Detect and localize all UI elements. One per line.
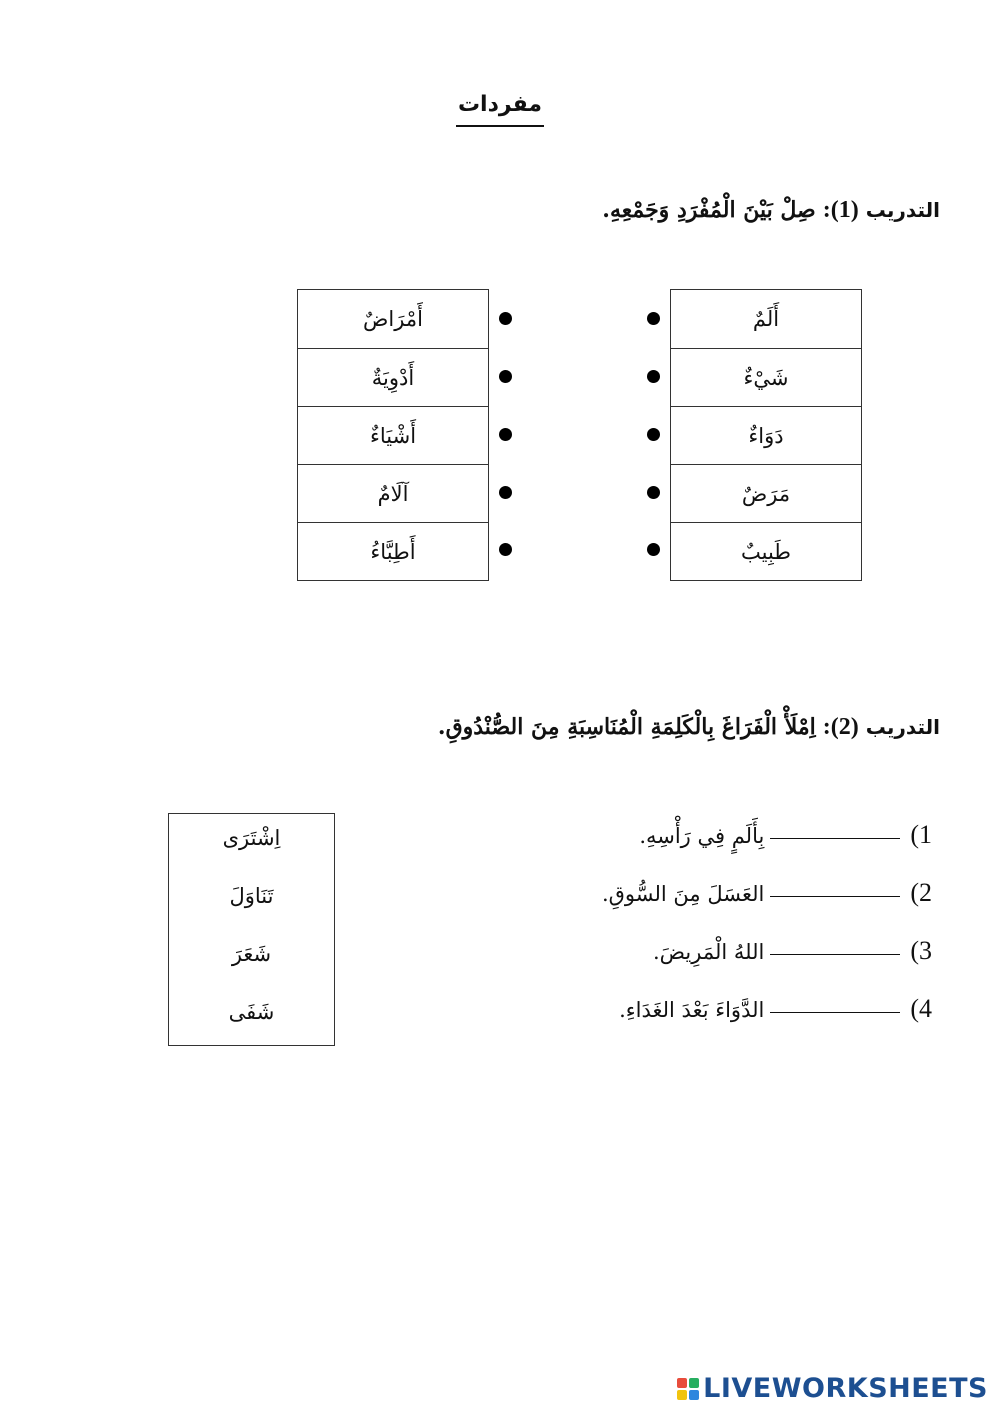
singular-match-dot[interactable]: [647, 312, 660, 325]
sentence-row: [639, 820, 932, 850]
sentence-row: [619, 994, 932, 1024]
singular-cell: شَيْءٌ: [671, 348, 861, 406]
singular-column: [670, 289, 862, 581]
word-box: [168, 813, 335, 1046]
sentence-number: 3): [910, 936, 932, 965]
logo-square: [689, 1378, 699, 1388]
sentence-number: 1): [910, 820, 932, 849]
word-option: شَعَرَ: [231, 942, 272, 966]
word-option: اِشْتَرَى: [222, 826, 281, 850]
plural-column: [297, 289, 489, 581]
exercise-2-heading: [438, 714, 940, 741]
sentence-number: 2): [910, 878, 932, 907]
singular-cell: دَوَاءٌ: [671, 406, 861, 464]
plural-cell: أَطِبَّاءُ: [298, 522, 488, 580]
singular-match-dot[interactable]: [647, 370, 660, 383]
plural-cell: أَمْرَاضٌ: [363, 307, 423, 331]
plural-match-dot[interactable]: [499, 312, 512, 325]
plural-match-dot[interactable]: [499, 486, 512, 499]
sentence-text: العَسَلَ مِنَ السُّوقِ.: [601, 882, 765, 906]
singular-match-dot[interactable]: [647, 428, 660, 441]
plural-match-dot[interactable]: [499, 428, 512, 441]
plural-match-dot[interactable]: [499, 370, 512, 383]
exercise-1-number: (1):: [822, 197, 859, 223]
blank-input[interactable]: [770, 953, 900, 955]
singular-cell: طَبِيبٌ: [671, 522, 861, 580]
sentence-text: الدَّوَاءَ بَعْدَ الغَدَاءِ.: [619, 998, 765, 1022]
singular-match-dot[interactable]: [647, 486, 660, 499]
exercise-2-label: التدريب: [865, 715, 940, 739]
blank-input[interactable]: [770, 837, 900, 839]
word-option: شَفَى: [228, 1000, 275, 1024]
blank-input[interactable]: [770, 1011, 900, 1013]
word-option: تَنَاوَلَ: [229, 884, 274, 908]
singular-cell: مَرَضٌ: [671, 464, 861, 522]
plural-cell: أَدْوِيَةٌ: [298, 348, 488, 406]
logo-square: [677, 1390, 687, 1400]
sentence-row: [653, 936, 932, 966]
exercise-2-number: (2):: [822, 714, 859, 740]
page-title-text: مفردات: [456, 92, 544, 127]
singular-cell: أَلَمٌ: [752, 307, 780, 331]
liveworksheets-logo-icon: [677, 1378, 699, 1400]
plural-match-dot[interactable]: [499, 543, 512, 556]
exercise-1-heading: [602, 197, 940, 224]
sentence-row: [602, 878, 932, 908]
sentence-text: اللهُ الْمَرِيضَ.: [653, 940, 765, 964]
sentence-text: بِأَلَمٍ فِي رَأْسِهِ.: [639, 824, 765, 848]
page-title: [0, 92, 1000, 117]
exercise-1-label: التدريب: [865, 198, 940, 222]
brand-footer: [677, 1373, 988, 1404]
brand-name: LIVEWORKSHEETS: [703, 1373, 988, 1404]
singular-match-dot[interactable]: [647, 543, 660, 556]
exercise-2-instruction: اِمْلَأْ الْفَرَاغَ بِالْكَلِمَةِ الْمُنَاسِبَةِ مِنَ الصُّنْدُوقِ.: [437, 714, 816, 740]
exercise-1-instruction: صِلْ بَيْنَ الْمُفْرَدِ وَجَمْعِهِ.: [602, 197, 816, 223]
logo-square: [689, 1390, 699, 1400]
plural-cell: أَشْيَاءٌ: [298, 406, 488, 464]
blank-input[interactable]: [770, 895, 900, 897]
sentence-number: 4): [910, 994, 932, 1023]
plural-cell: آلَامٌ: [298, 464, 488, 522]
logo-square: [677, 1378, 687, 1388]
